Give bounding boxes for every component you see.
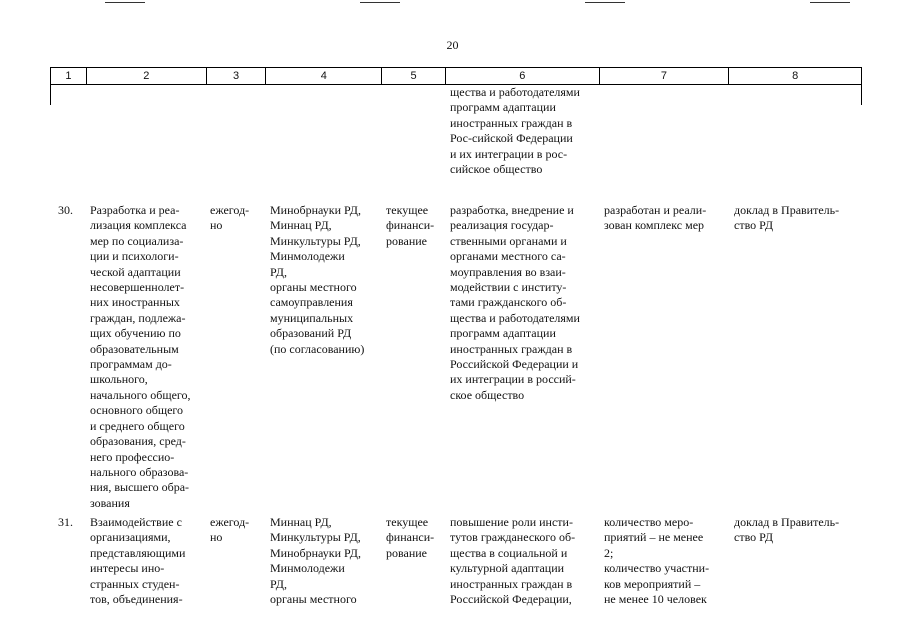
column-header: 6 xyxy=(446,68,600,84)
page-number: 20 xyxy=(446,38,459,52)
executors-cell: Минобрнауки РД, Миннац РД, Минкультуры РД, Минмолодежи РД, органы местного самоуправления муниципальных образований РД (по согласованию) xyxy=(270,203,365,356)
measure-cell: Взаимодействие с организациями, представляющими интересы ино- странных студен- тов, объединения- xyxy=(90,515,186,607)
funding-cell: текущее финанси- рование xyxy=(386,515,435,560)
measure-cell: Разработка и реа- лизация комплекса мер по социализа- ции и психологи- ческой адаптации несовершеннолет- них иностранных граждан, подлежа- щих обучению по образовательным программам до- школьного, начального общего, основного общего и среднего общего образования, сред- него профессио- нального образова- ния, высшего обра- зования xyxy=(90,203,191,510)
column-header: 7 xyxy=(600,68,730,84)
period-cell: ежегод- но xyxy=(210,203,250,233)
result-cell: повышение роли инсти- тутов гражданеского об- щества в социальной и культурной адаптации иностранных граждан в Российской Федерации, xyxy=(450,515,576,607)
table xyxy=(50,67,862,607)
row-number: 31. xyxy=(58,515,73,529)
table-header-row xyxy=(50,67,862,85)
executors-cell: Миннац РД, Минкультуры РД, Минобрнауки РД, Минмолодежи РД, органы местного xyxy=(270,515,361,607)
indicator-cell: разработан и реали- зован комплекс мер xyxy=(604,203,707,233)
scan-mark xyxy=(360,2,400,3)
result-cell: разработка, внедрение и реализация государ- ственными органами и органами местного са- моуправления во взаи- модействии с институ- тами гражданского об- щества и работодателями программ адаптации иностранных граждан в Российской Федерации и их интеграции в россий- ское общество xyxy=(450,203,580,402)
scan-mark xyxy=(105,2,145,3)
scan-mark xyxy=(585,2,625,3)
column-header: 2 xyxy=(87,68,207,84)
indicator-cell: количество меро- приятий – не менее 2; количество участни- ков мероприятий – не менее 10 человек xyxy=(604,515,710,607)
continuation-row xyxy=(50,85,862,203)
column-header: 4 xyxy=(266,68,382,84)
scan-mark xyxy=(810,2,850,3)
funding-cell: текущее финанси- рование xyxy=(386,203,435,248)
report-cell: доклад в Правитель- ство РД xyxy=(734,515,840,545)
table-row xyxy=(50,203,862,515)
row-number: 30. xyxy=(58,203,73,217)
continuation-text: щества и работодателями программ адаптации иностранных граждан в Рос-сийской Федерации и их интеграции в рос- сийское общество xyxy=(450,85,580,177)
table-border xyxy=(861,83,862,105)
report-cell: доклад в Правитель- ство РД xyxy=(734,203,840,233)
table-border xyxy=(50,83,51,105)
table-row xyxy=(50,515,862,607)
column-header: 8 xyxy=(792,70,799,82)
column-header: 3 xyxy=(207,68,267,84)
column-header: 1 xyxy=(51,68,87,84)
period-cell: ежегод- но xyxy=(210,515,250,545)
column-header: 5 xyxy=(382,68,446,84)
